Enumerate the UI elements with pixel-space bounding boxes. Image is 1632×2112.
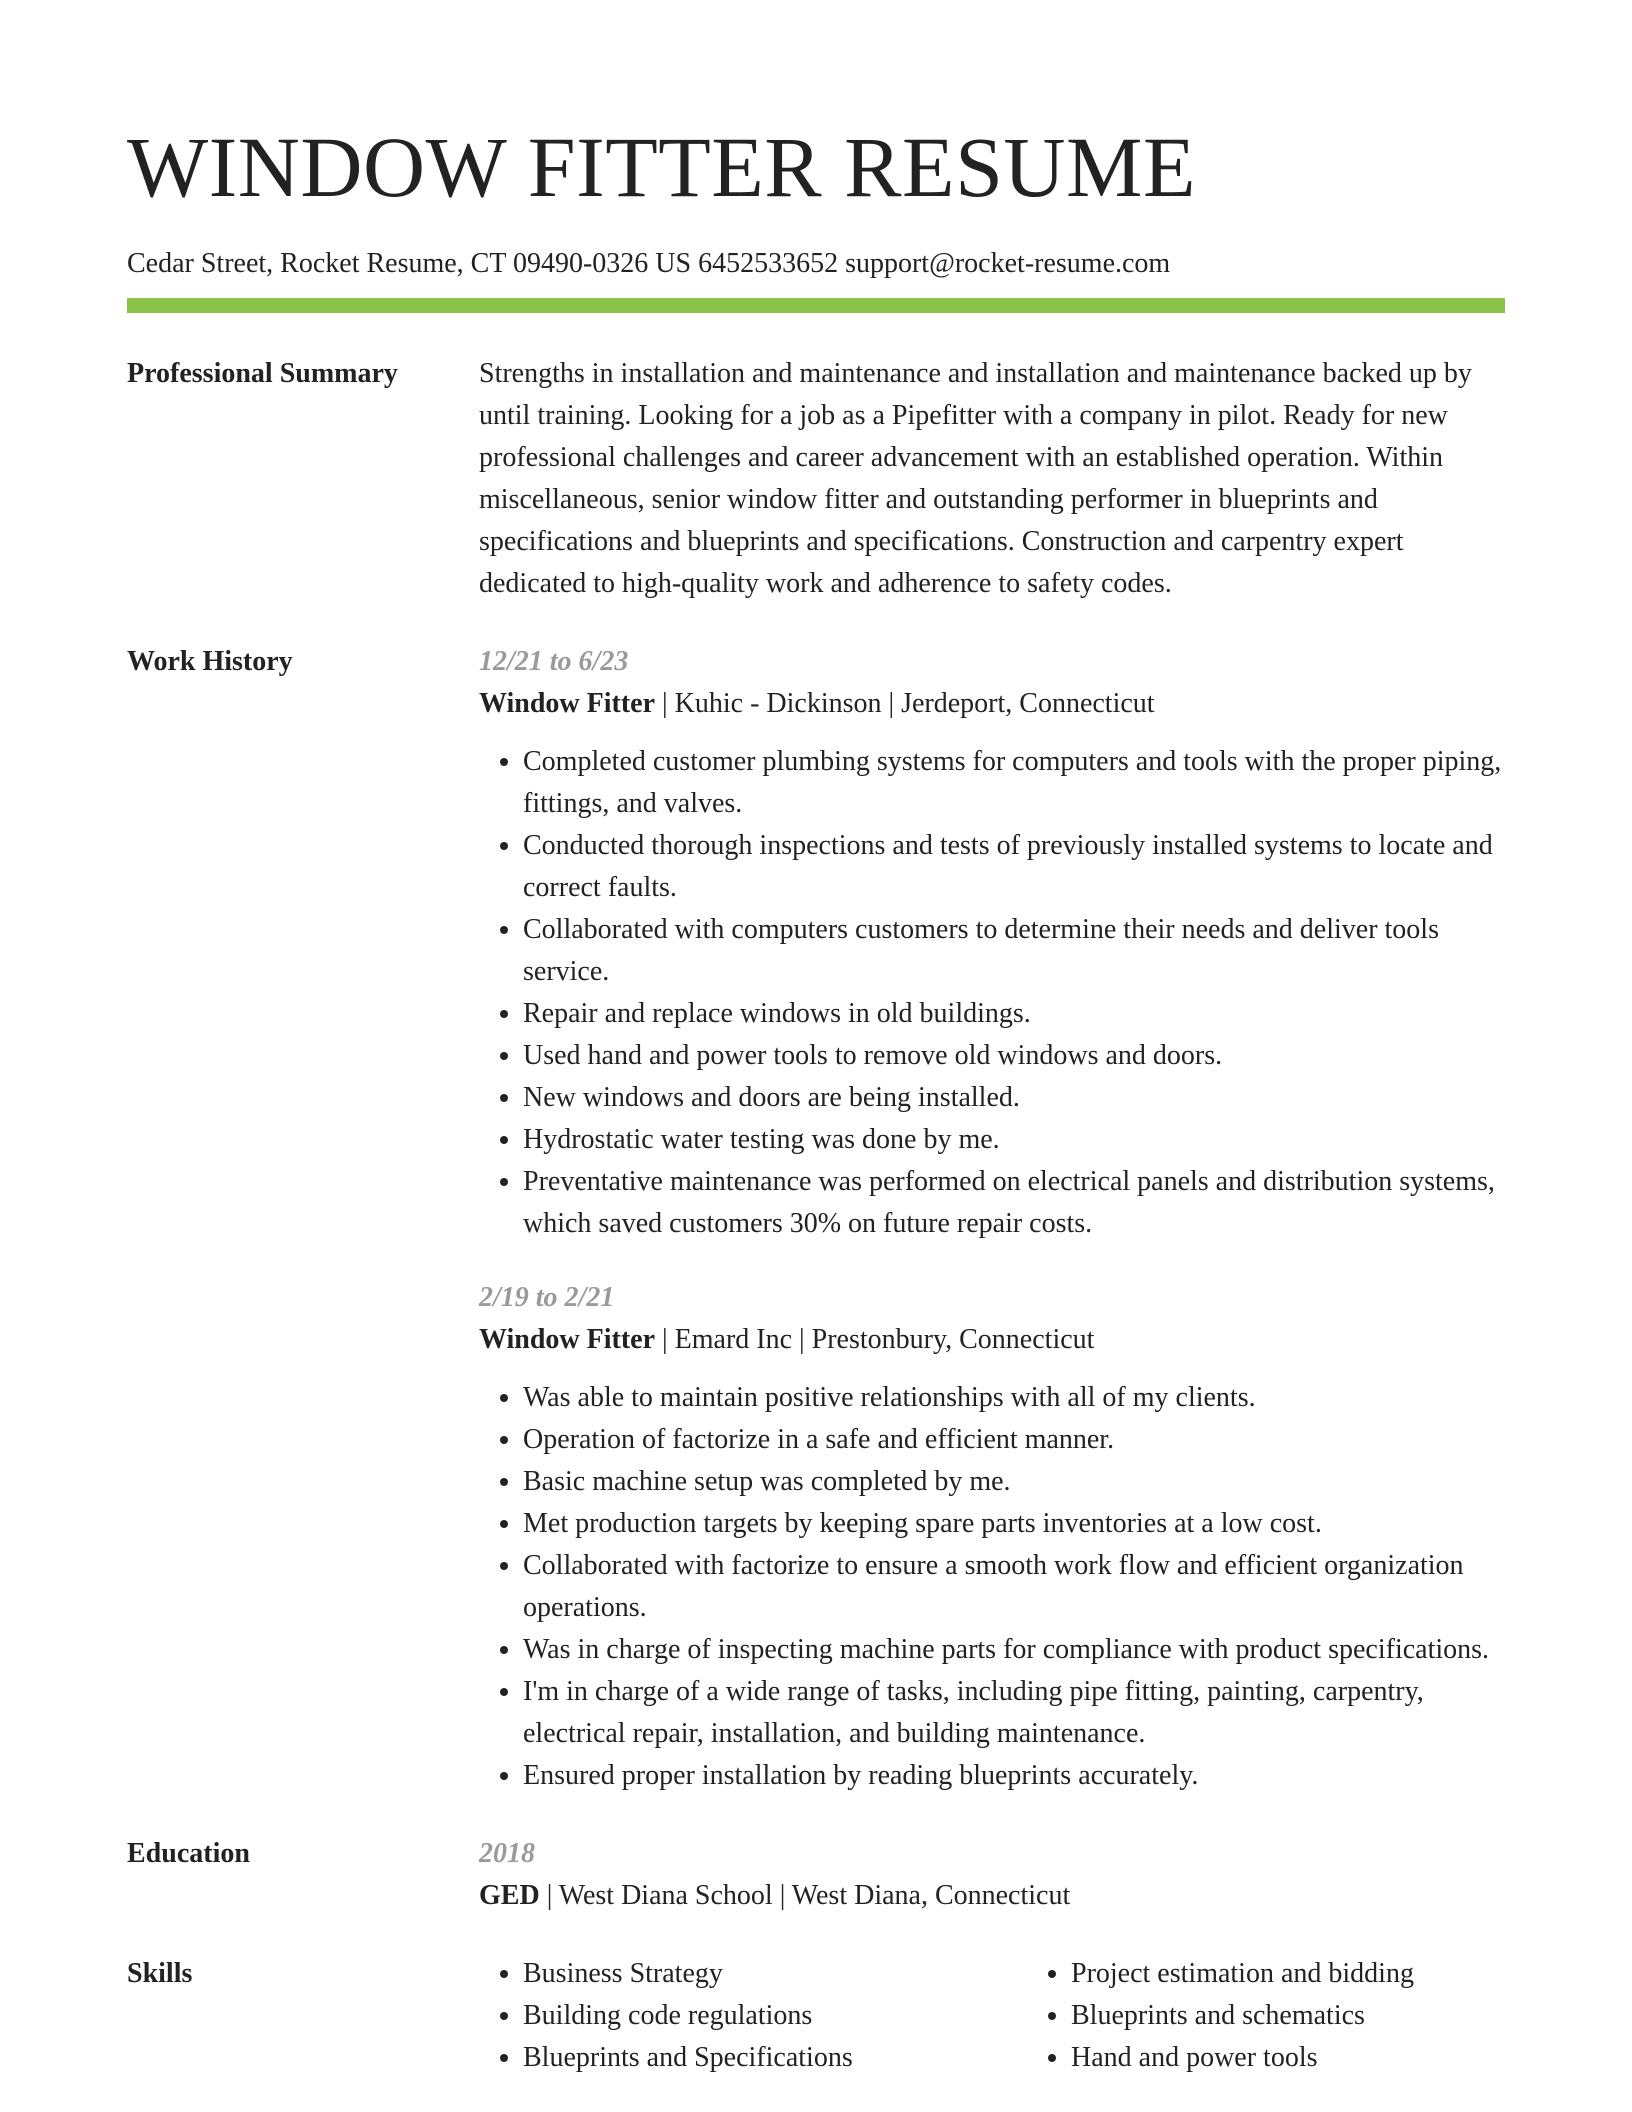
section-title-summary: Professional Summary [127,358,398,389]
job-bullet: • Repair and replace windows in old buildings. [523,993,1505,1035]
education-degree: GED [479,1880,540,1911]
job-bullet: • New windows and doors are being installed. [523,1077,1505,1119]
job-bullets [479,1377,1505,1797]
resume-title: WINDOW FITTER RESUME [127,119,1197,215]
job-bullets [479,741,1505,1245]
job-heading [479,1319,1505,1361]
job-bullet: • Basic machine setup was completed by me. [523,1461,1505,1503]
accent-divider [127,298,1505,313]
skill-item: • Business Strategy [523,1953,1027,1995]
job-bullet: • Collaborated with factorize to ensure a smooth work flow and efficient organization operations. [523,1545,1505,1629]
contact-line: Cedar Street, Rocket Resume, CT 09490-0326 US 6452533652 support@rocket-resume.com [127,248,1171,279]
job-bullet: • Used hand and power tools to remove old windows and doors. [523,1035,1505,1077]
education-heading [479,1875,1505,1917]
job-bullet: • Hydrostatic water testing was done by me. [523,1119,1505,1161]
skill-item: • Building code regulations [523,1995,1027,2037]
job-dates: 12/21 to 6/23 [479,646,629,677]
job-bullet: • Preventative maintenance was performed on electrical panels and distribution systems, which saved customers 30% on future repair costs. [523,1161,1505,1245]
job-bullet: • Was in charge of inspecting machine parts for compliance with product specifications. [523,1629,1505,1671]
job-heading [479,683,1505,725]
job-bullet: • Ensured proper installation by reading blueprints accurately. [523,1755,1505,1797]
job-bullet: • Was able to maintain positive relationships with all of my clients. [523,1377,1505,1419]
skills-list-left [479,1953,1027,2079]
job-bullet: • I'm in charge of a wide range of tasks, including pipe fitting, painting, carpentry, electrical repair, installation, and building maintenance. [523,1671,1505,1755]
summary-body [479,353,1505,605]
job-bullet: • Operation of factorize in a safe and efficient manner. [523,1419,1505,1461]
job-bullet: • Conducted thorough inspections and tests of previously installed systems to locate and correct faults. [523,825,1505,909]
education-year: 2018 [479,1838,535,1869]
section-education [127,1833,1505,1917]
job-bullet: • Collaborated with computers customers to determine their needs and deliver tools service. [523,909,1505,993]
education-details: | West Diana School | West Diana, Connecticut [539,1880,1071,1911]
job-entry [479,641,1505,1245]
section-title-skills: Skills [127,1958,193,1989]
skill-item: • Blueprints and schematics [1071,1995,1505,2037]
job-entry [479,1277,1505,1797]
section-work-history [127,641,1505,1797]
job-role: Window Fitter [479,1324,656,1355]
job-bullet: • Met production targets by keeping spare parts inventories at a low cost. [523,1503,1505,1545]
education-body [479,1833,1505,1917]
skill-item: • Project estimation and bidding [1071,1953,1505,1995]
summary-text: Strengths in installation and maintenance and installation and maintenance backed up by until training. Looking for a job as a Pipefitter with a company in pilot. Ready for new professional challenges and career advancement with an established operation. Within miscellaneous, senior window fitter and outstanding performer in blueprints and specifications and blueprints and specifications. Construction and carpentry expert dedicated to high-quality work and adherence to safety codes. [479,358,1472,599]
skill-item: • Blueprints and Specifications [523,2037,1027,2079]
job-dates: 2/19 to 2/21 [479,1282,615,1313]
section-title-education: Education [127,1838,250,1869]
job-details: | Emard Inc | Prestonbury, Connecticut [655,1324,1095,1355]
job-details: | Kuhic - Dickinson | Jerdeport, Connecticut [655,688,1155,719]
job-role: Window Fitter [479,688,656,719]
skills-list-right [1027,1953,1505,2079]
job-bullet: • Completed customer plumbing systems for computers and tools with the proper piping, fittings, and valves. [523,741,1505,825]
section-title-work: Work History [127,646,293,677]
work-body [479,641,1505,1797]
skill-item: • Hand and power tools [1071,2037,1505,2079]
section-professional-summary [127,353,1505,605]
skills-body [479,1953,1505,2079]
section-skills [127,1953,1505,2079]
